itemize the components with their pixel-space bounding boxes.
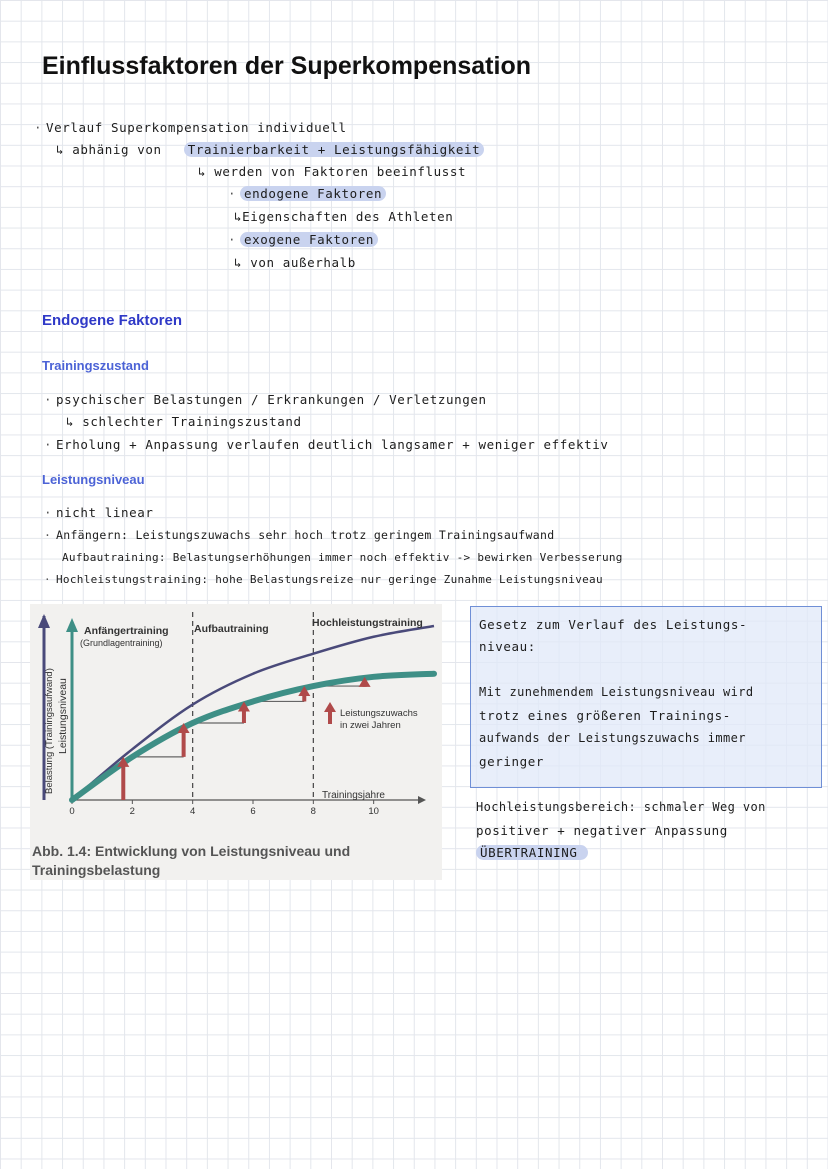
x-tick-label-10: 10	[368, 806, 379, 817]
growth-arrow-shaft-2	[242, 709, 246, 723]
legend-arrow-shaft	[328, 710, 332, 724]
law-heading-2: niveau:	[479, 639, 536, 654]
ln-line-3: Aufbautraining: Belastungserhöhungen immer noch effektiv -> bewirken Verbesserung	[62, 551, 623, 564]
intro-line-1-text: Verlauf Superkompensation individuell	[46, 120, 347, 135]
law-body-1: Mit zunehmendem Leistungsniveau wird	[479, 685, 754, 699]
endo-label: endogene Faktoren	[240, 186, 386, 201]
y-axis-outer-arrow-icon	[38, 614, 50, 628]
exo-item: · exogene Faktoren	[228, 232, 378, 247]
endogene-heading: Endogene Faktoren	[42, 312, 183, 329]
tz-line-3: · Erholung + Anpassung verlaufen deutlich langsamer + weniger effektiv	[44, 437, 609, 452]
x-label: Trainingsjahre	[322, 790, 385, 801]
ln-line-1: · nicht linear	[44, 505, 154, 520]
phase-label-1: Anfängertraining	[84, 625, 169, 637]
intro-line-2-highlight: Trainierbarkeit + Leistungsfähigkeit	[184, 142, 485, 157]
law-body-2: trotz eines größeren Trainings-	[479, 708, 731, 723]
exo-label: exogene Faktoren	[240, 232, 378, 247]
tz-line-2: ↳ schlechter Trainingszustand	[66, 414, 302, 429]
leistungsniveau-curve	[72, 674, 434, 800]
x-tick-label-0: 0	[69, 806, 75, 817]
intro-line-2	[56, 142, 484, 157]
x-tick-label-8: 8	[310, 806, 316, 817]
law-heading-1: Gesetz zum Verlauf des Leistungs-	[479, 617, 748, 632]
ln-line-2: · Anfängern: Leistungszuwachs sehr hoch trotz geringem Trainingsaufwand	[44, 528, 555, 542]
hl-line-1: Hochleistungsbereich: schmaler Weg von	[476, 800, 766, 814]
law-body-4: geringer	[479, 754, 545, 769]
leistungsniveau-heading: Leistungsniveau	[42, 472, 145, 487]
tz-line-1-text: psychischer Belastungen / Erkrankungen / Verletzungen	[56, 392, 487, 407]
intro-line-2-prefix: ↳ abhänig von	[56, 142, 162, 157]
x-tick-label-6: 6	[250, 806, 256, 817]
trainingszustand-heading: Trainingszustand	[42, 358, 149, 373]
endo-desc: ↳Eigenschaften des Athleten	[234, 209, 454, 224]
figure-caption: Abb. 1.4: Entwicklung von Leistungsniveau und Trainingsbelastung	[32, 843, 351, 878]
ln-line-4-text: Hochleistungstraining: hohe Belastungsreize nur geringe Zunahme Leistungsniveau	[56, 573, 603, 586]
exo-desc: ↳ von außerhalb	[234, 255, 356, 270]
development-chart	[30, 604, 442, 824]
phase-label-3: Hochleistungstraining	[312, 617, 423, 629]
law-box	[470, 606, 822, 788]
y-label-inner: Leistungsniveau	[57, 678, 69, 754]
phase-sublabel-1: (Grundlagentraining)	[80, 638, 163, 648]
law-body-3: aufwands der Leistungszuwachs immer	[479, 731, 746, 745]
y-axis-inner-arrow-icon	[66, 618, 78, 632]
ln-line-1-text: nicht linear	[56, 505, 154, 520]
ln-line-4: · Hochleistungstraining: hohe Belastungsreize nur geringe Zunahme Leistungsniveau	[44, 573, 603, 586]
intro-line-1: · Verlauf Superkompensation individuell	[34, 120, 347, 135]
phase-label-2: Aufbautraining	[194, 623, 269, 635]
uebertraining-highlight: ÜBERTRAINING	[476, 845, 588, 860]
tz-line-1: · psychischer Belastungen / Erkrankungen / Verletzungen	[44, 392, 487, 407]
ln-line-2-text: Anfängern: Leistungszuwachs sehr hoch trotz geringem Trainingsaufwand	[56, 528, 555, 542]
legend-arrow-label-2: in zwei Jahren	[340, 720, 401, 731]
x-tick-label-2: 2	[129, 806, 135, 817]
growth-arrow-shaft-0	[121, 765, 125, 800]
page-title: Einflussfaktoren der Superkompensation	[42, 52, 531, 80]
x-tick-label-4: 4	[190, 806, 196, 817]
endo-item: · endogene Faktoren	[228, 186, 386, 201]
figure-panel	[30, 604, 442, 880]
legend-arrow-icon	[324, 702, 336, 712]
legend-arrow-label-1: Leistungszuwachs	[340, 708, 418, 719]
hl-line-2: positiver + negativer Anpassung	[476, 823, 728, 838]
y-label-outer: Belastung (Trainingsaufwand)	[44, 668, 55, 794]
intro-line-3: ↳ werden von Faktoren beeinflusst	[198, 164, 467, 179]
x-axis-arrow-icon	[418, 796, 426, 804]
growth-arrow-shaft-1	[182, 731, 186, 757]
hl-highlight-wrap	[476, 845, 588, 860]
tz-line-3-text: Erholung + Anpassung verlaufen deutlich langsamer + weniger effektiv	[56, 437, 609, 452]
